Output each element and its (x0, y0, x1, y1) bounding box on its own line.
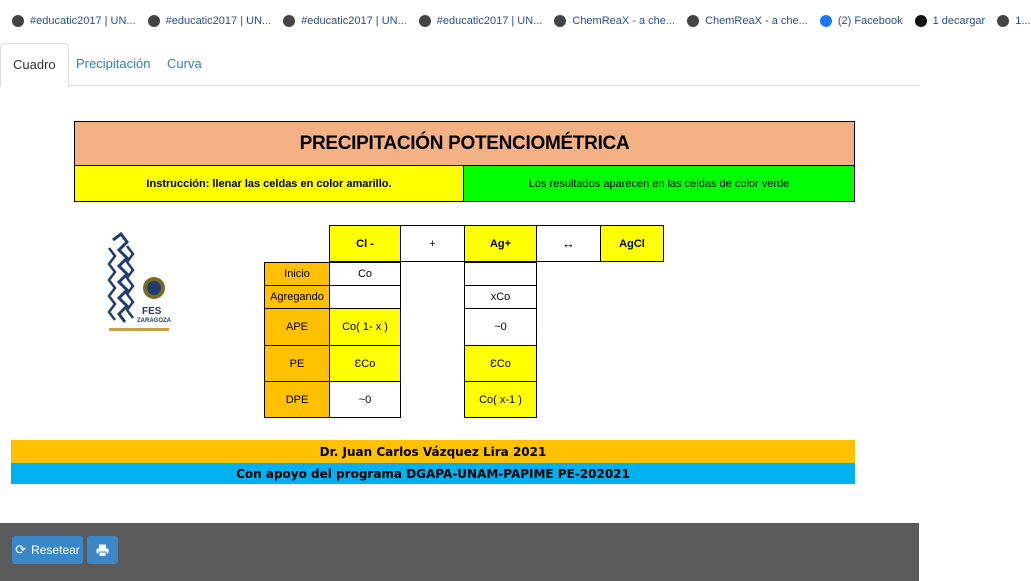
bookmark-6[interactable]: ChemReaX - a che... (687, 15, 808, 27)
bookmark-1[interactable]: #educatic2017 | UN... (12, 15, 136, 27)
row-label-pe: PE (264, 345, 330, 382)
tab-precipitacion[interactable]: Precipitación (76, 56, 151, 71)
row-label-dpe: DPE (264, 381, 330, 418)
logo-text-zaragoza: ZARAGOZA (137, 318, 171, 324)
globe-icon (554, 15, 566, 27)
agregando-cl-cell[interactable] (329, 285, 401, 309)
logo-text-fes: FES (142, 306, 162, 317)
product-cell[interactable]: AgCl (600, 225, 664, 262)
bookmark-2[interactable]: #educatic2017 | UN... (148, 15, 272, 27)
reactant1-cell[interactable]: Cl - (329, 225, 401, 262)
globe-icon (419, 15, 431, 27)
reset-button[interactable] (12, 536, 83, 564)
author-bar: Dr. Juan Carlos Vázquez Lira 2021 (11, 440, 855, 463)
print-button[interactable] (87, 536, 118, 564)
row-label-inicio: Inicio (264, 262, 330, 286)
dpe-ag-cell[interactable]: Co( x-1 ) (464, 381, 537, 418)
tab-curva[interactable]: Curva (167, 56, 202, 71)
reactant2-cell[interactable]: Ag+ (464, 225, 537, 262)
download-icon (915, 15, 927, 27)
bookmark-5[interactable]: ChemReaX - a che... (554, 15, 675, 27)
support-bar: Con apoyo del programa DGAPA-UNAM-PAPIME PE-202021 (11, 463, 855, 484)
inicio-cl-cell[interactable]: Co (329, 262, 401, 286)
results-note-cell: Los resultados aparecen en las celdas de color verde (463, 165, 855, 202)
refresh-icon: ⟳ (15, 542, 27, 557)
instruction-cell: Instrucción: llenar las celdas en color amarillo. (74, 165, 464, 202)
bookmark-8[interactable]: 1 decargar (915, 15, 986, 27)
reset-button-label: Resetear (31, 543, 80, 557)
bookmarks-bar (0, 0, 1031, 42)
footer-bar (0, 523, 919, 581)
agregando-ag-cell[interactable]: xCo (464, 285, 537, 309)
globe-icon (997, 15, 1009, 27)
ape-cl-cell[interactable]: Co( 1- x ) (329, 308, 401, 346)
row-label-ape: APE (264, 308, 330, 346)
bookmark-7[interactable]: (2) Facebook (820, 15, 903, 27)
tab-cuadro[interactable]: Cuadro (0, 43, 69, 87)
ape-ag-cell[interactable]: ~0 (464, 308, 537, 346)
facebook-icon (820, 15, 832, 27)
pe-cl-cell[interactable]: ƐCo (329, 345, 401, 382)
pe-ag-cell[interactable]: ƐCo (464, 345, 537, 382)
tab-bar (0, 42, 919, 86)
bookmark-4[interactable]: #educatic2017 | UN... (419, 15, 543, 27)
sheet-title: PRECIPITACIÓN POTENCIOMÉTRICA (74, 121, 855, 166)
bookmark-3[interactable]: #educatic2017 | UN... (283, 15, 407, 27)
bookmark-9[interactable]: 1... (997, 15, 1030, 27)
plus-cell: + (400, 225, 465, 262)
globe-icon (148, 15, 160, 27)
row-label-agregando: Agregando (264, 285, 330, 309)
dpe-cl-cell[interactable]: ~0 (329, 381, 401, 418)
fes-zaragoza-logo (107, 234, 171, 332)
globe-icon (12, 15, 24, 27)
print-icon (96, 544, 109, 557)
globe-icon (283, 15, 295, 27)
equilibrium-arrow-cell: ↔ (536, 225, 601, 262)
globe-icon (687, 15, 699, 27)
inicio-ag-cell[interactable] (464, 262, 537, 286)
